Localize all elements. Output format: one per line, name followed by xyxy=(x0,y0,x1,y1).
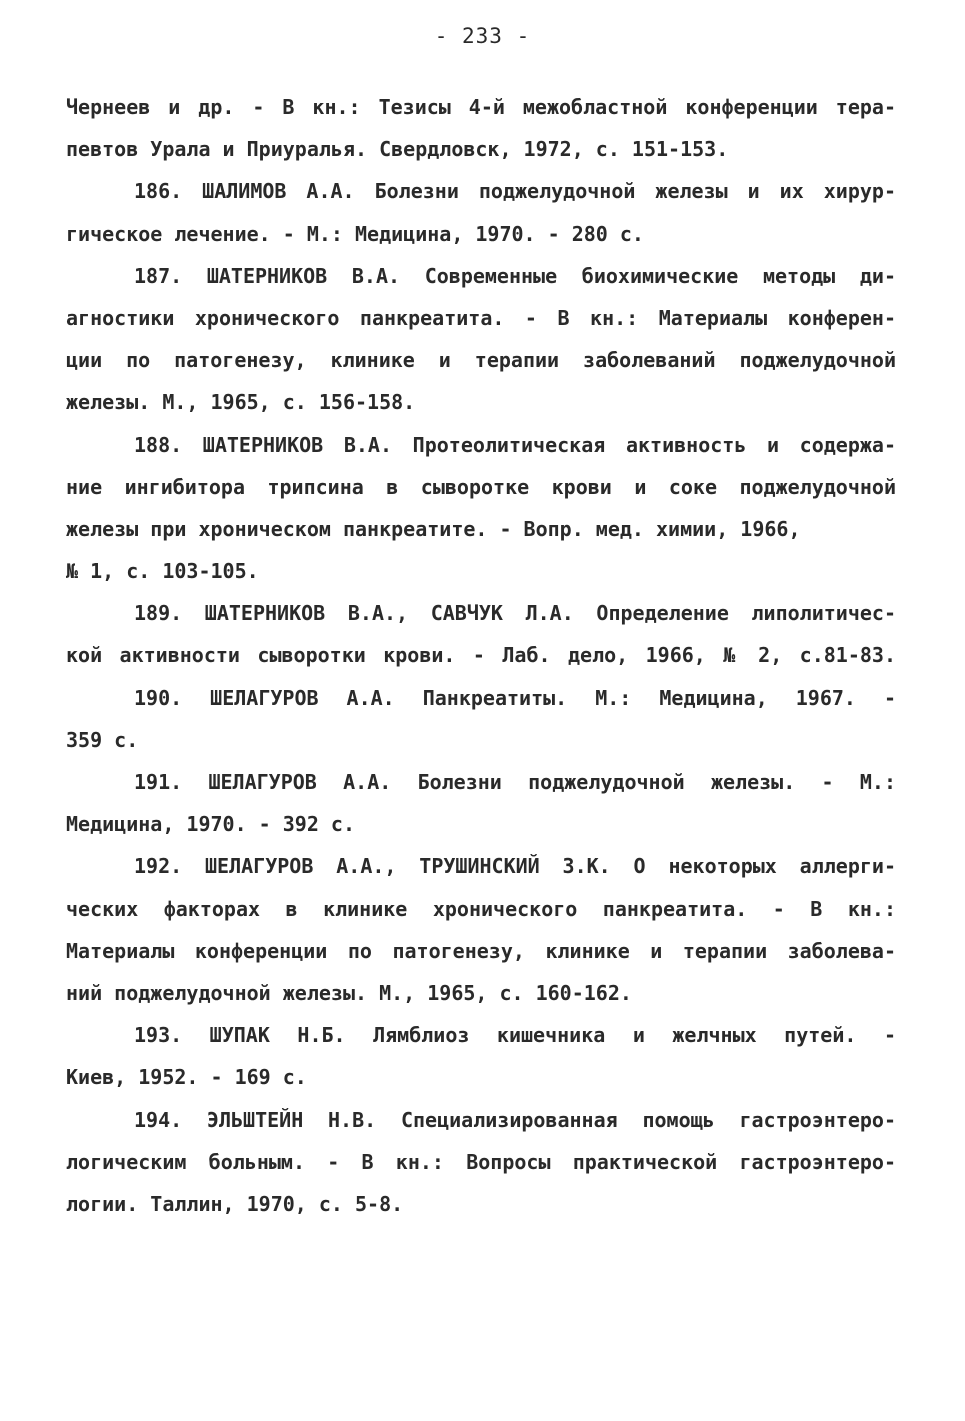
text-line: логическим больным. - В кн.: Вопросы практической гастроэнтеро- xyxy=(66,1149,896,1174)
text-line: 193. ШУПАК Н.Б. Лямблиоз кишечника и желчных путей. - xyxy=(134,1023,896,1048)
text-line: Материалы конференции по патогенезу, клинике и терапии заболева- xyxy=(66,938,896,963)
text-line: ческих факторах в клинике хронического панкреатита. - В кн.: xyxy=(66,896,896,921)
text-line: 191. ШЕЛАГУРОВ А.А. Болезни поджелудочной железы. - М.: xyxy=(134,770,896,794)
text-line: 186. ШАЛИМОВ А.А. Болезни поджелудочной железы и их хирур- xyxy=(134,179,896,204)
text-line: Чернеев и др. - В кн.: Тезисы 4-й межобластной конференции тера- xyxy=(66,95,896,119)
text-line: 189. ШАТЕРНИКОВ В.А., САВЧУК Л.А. Определение липолитичес- xyxy=(134,601,896,626)
text-line: железы. М., 1965, с. 156-158. xyxy=(66,390,416,415)
page-number: - 233 - xyxy=(434,24,531,48)
text-line: гическое лечение. - М.: Медицина, 1970. - 280 с. xyxy=(66,221,644,246)
text-line: 359 с. xyxy=(66,727,139,752)
bibliography-text xyxy=(66,86,896,1225)
text-line: 192. ШЕЛАГУРОВ А.А., ТРУШИНСКИЙ З.К. О некоторых аллерги- xyxy=(134,854,896,879)
text-line: певтов Урала и Приуралья. Свердловск, 1972, с. 151-153. xyxy=(66,137,729,162)
text-line: ции по патогенезу, клинике и терапии заболеваний поджелудочной xyxy=(66,348,896,373)
text-line: Медицина, 1970. - 392 с. xyxy=(66,812,355,837)
text-line: логии. Таллин, 1970, с. 5-8. xyxy=(66,1191,404,1216)
text-line: 187. ШАТЕРНИКОВ В.А. Современные биохимические методы ди- xyxy=(134,263,896,288)
text-line: № 1, с. 103-105. xyxy=(66,559,259,584)
text-line: Киев, 1952. - 169 с. xyxy=(66,1065,307,1090)
text-line: кой активности сыворотки крови. - Лаб. дело, 1966, № 2, с.81-83. xyxy=(66,643,896,668)
text-line: ние ингибитора трипсина в сыворотке крови и соке поджелудочной xyxy=(66,474,896,499)
text-line: 194. ЭЛЬШТЕЙН Н.В. Специализированная помощь гастроэнтеро- xyxy=(134,1107,896,1132)
text-line: агностики хронического панкреатита. - В кн.: Материалы конферен- xyxy=(66,305,896,330)
text-line: железы при хроническом панкреатите. - Вопр. мед. химии, 1966, xyxy=(66,516,801,541)
text-line: 188. ШАТЕРНИКОВ В.А. Протеолитическая активность и содержа- xyxy=(134,432,896,457)
text-line: 190. ШЕЛАГУРОВ А.А. Панкреатиты. М.: Медицина, 1967. - xyxy=(134,685,896,710)
text-line: ний поджелудочной железы. М., 1965, с. 160-162. xyxy=(66,980,632,1005)
